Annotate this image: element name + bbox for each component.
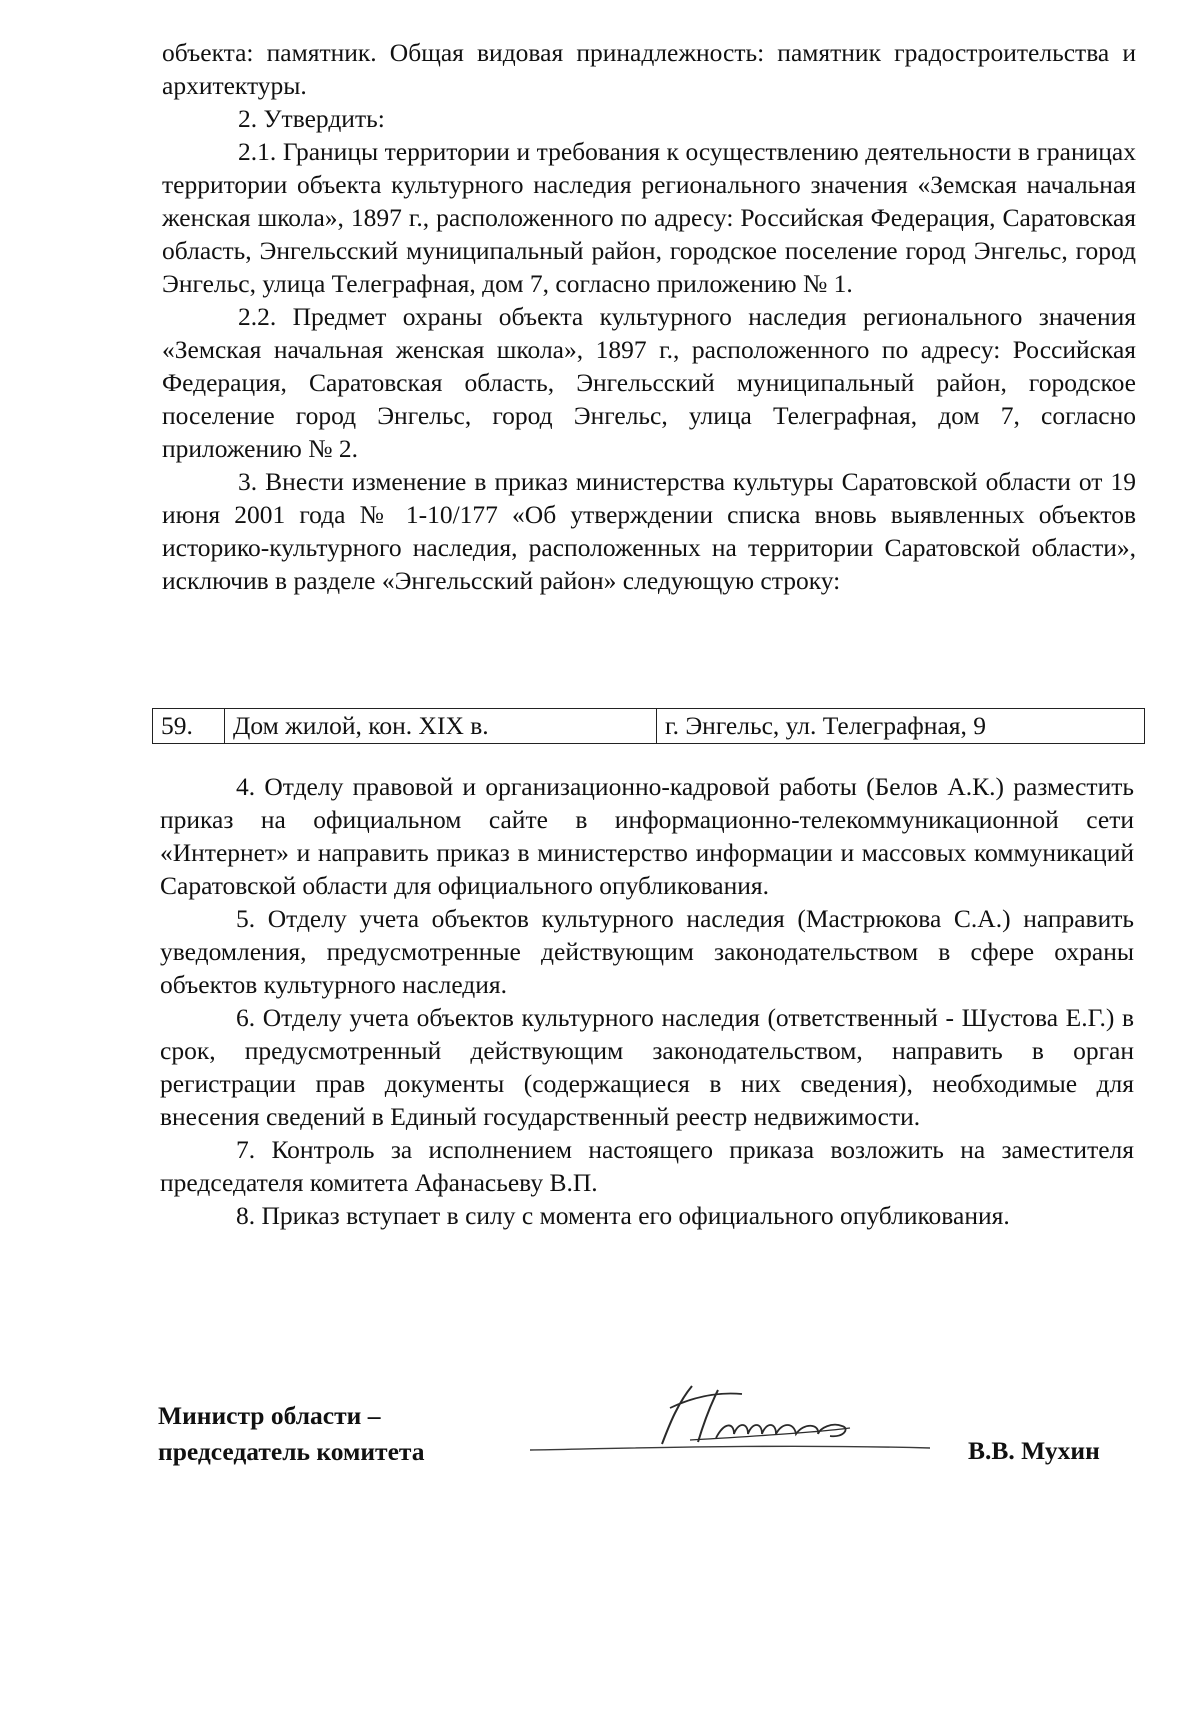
order-body-top bbox=[162, 36, 1136, 597]
signatory-title bbox=[158, 1398, 478, 1470]
row-object-name: Дом жилой, кон. XIX в. bbox=[225, 709, 657, 744]
paragraph-object-type: объекта: памятник. Общая видовая принадлежность: памятник градостроительства и архитектуры. bbox=[162, 38, 1136, 100]
paragraph-2-2: 2.2. Предмет охраны объекта культурного наследия регионального значения «Земская начальная женская школа», 1897 г., расположенного по адресу: Российская Федерация, Саратовская область, Энгельсский муниципальный район, городское поселение город Энгельс, город Энгельс, улица Телеграфная, дом 7, согласно приложению № 2. bbox=[162, 302, 1136, 463]
paragraph-2-1: 2.1. Границы территории и требования к осуществлению деятельности в границах территории объекта культурного наследия регионального значения «Земская начальная женская школа», 1897 г., расположенного по адресу: Российская Федерация, Саратовская область, Энгельсский муниципальный район, городское поселение город Энгельс, город Энгельс, улица Телеграфная, дом 7, согласно приложению № 1. bbox=[162, 137, 1136, 298]
excluded-row-table bbox=[152, 708, 1145, 744]
signatory-name: В.В. Мухин bbox=[968, 1436, 1100, 1465]
paragraph-4: 4. Отделу правовой и организационно-кадровой работы (Белов А.К.) разместить приказ на официальном сайте в информационно-телекоммуникационной сети «Интернет» и направить приказ в министерство информации и массовых коммуникаций Саратовской области для официального опубликования. bbox=[160, 772, 1134, 900]
order-body-bottom bbox=[160, 770, 1134, 1232]
paragraph-2: 2. Утвердить: bbox=[238, 104, 385, 133]
table-row bbox=[153, 709, 1145, 744]
paragraph-5: 5. Отделу учета объектов культурного наследия (Мастрюкова С.А.) направить уведомления, предусмотренные действующим законодательством в сфере охраны объектов культурного наследия. bbox=[160, 904, 1134, 999]
signatory-title-line2: председатель комитета bbox=[158, 1437, 425, 1466]
paragraph-8: 8. Приказ вступает в силу с момента его официального опубликования. bbox=[236, 1201, 1010, 1230]
paragraph-3: 3. Внести изменение в приказ министерства культуры Саратовской области от 19 июня 2001 года № 1-10/177 «Об утверждении списка вновь выявленных объектов историко-культурного наследия, расположенных на территории Саратовской области», исключив в разделе «Энгельсский район» следующую строку: bbox=[162, 467, 1136, 595]
paragraph-7: 7. Контроль за исполнением настоящего приказа возложить на заместителя председателя комитета Афанасьеву В.П. bbox=[160, 1135, 1134, 1197]
signatory-title-line1: Министр области – bbox=[158, 1401, 381, 1430]
row-address: г. Энгельс, ул. Телеграфная, 9 bbox=[657, 709, 1145, 744]
handwritten-signature bbox=[520, 1378, 940, 1458]
row-number: 59. bbox=[153, 709, 225, 744]
paragraph-6: 6. Отделу учета объектов культурного наследия (ответственный - Шустова Е.Г.) в срок, предусмотренный действующим законодательством, направить в орган регистрации прав документы (содержащиеся в них сведения), необходимые для внесения сведений в Единый государственный реестр недвижимости. bbox=[160, 1003, 1134, 1131]
